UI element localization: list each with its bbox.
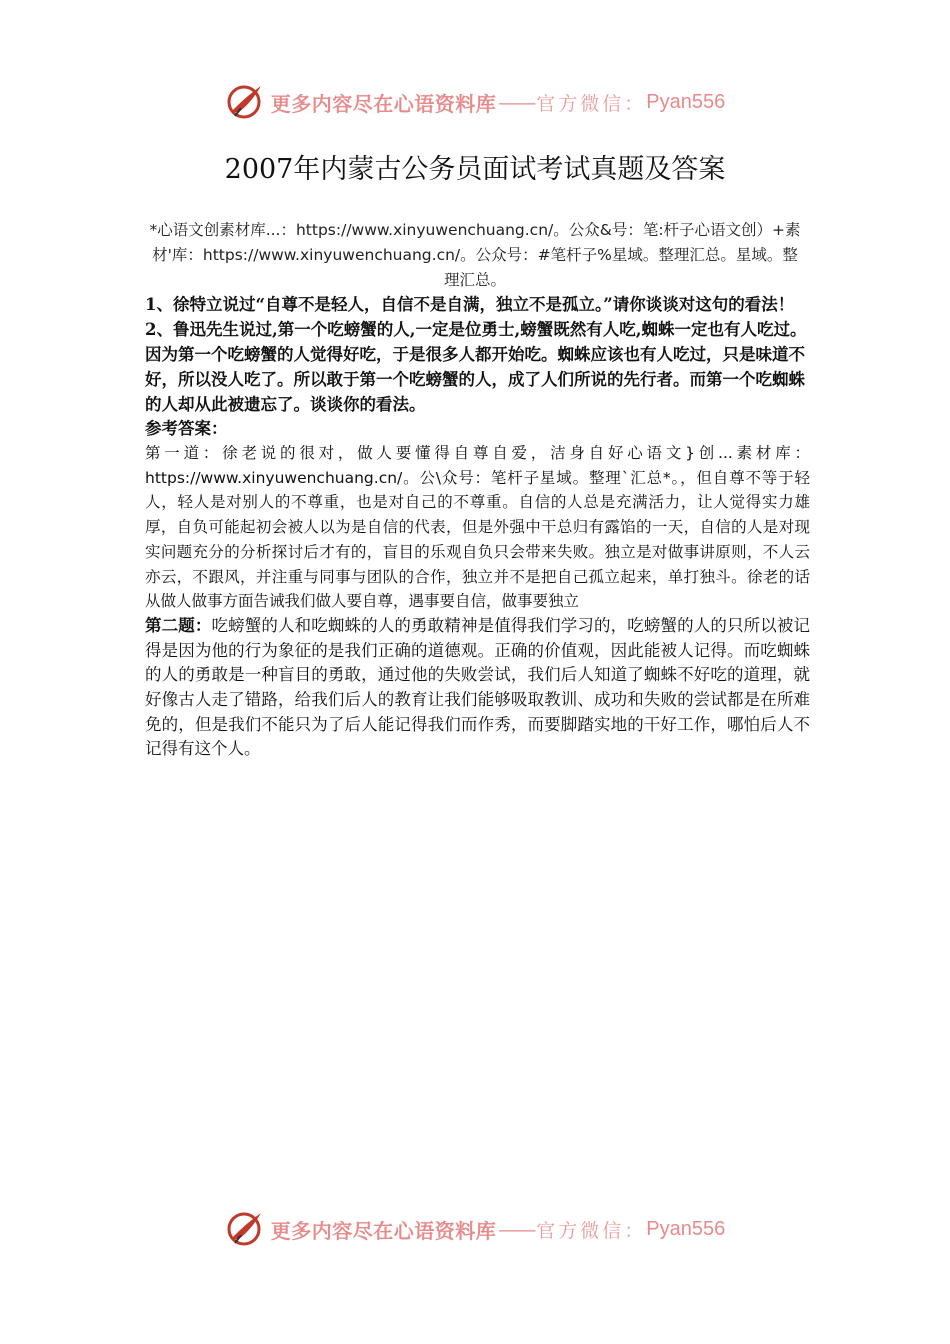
header-banner [0, 80, 950, 124]
banner-wechat-label: 官方微信： [536, 1219, 647, 1242]
footer-banner [0, 1207, 950, 1251]
question-2: 2、鲁迅先生说过,第一个吃螃蟹的人,一定是位勇士,螃蟹既然有人吃,蜘蛛一定也有人吃过。因为第一个吃螃蟹的人觉得好吃，于是很多人都开始吃。蜘蛛应该也有人吃过，只是味道不好，所以没人吃了。所以敢于第一个吃螃蟹的人，成了人们所说的先行者。而第一个吃蜘蛛的人却从此被遗忘了。谈谈你的看法。 [145, 320, 807, 414]
answer-1: 第一道：徐老说的很对，做人要懂得自尊自爱，洁身自好心语文}创...素材库：https://www.xinyuwenchuang.cn/。公\众号：笔杆子星域。整理`汇总*。，但自尊不等于轻人，轻人是对别人的不尊重，也是对自己的不尊重。自信的人总是充满活力，让人觉得实力雄厚，自负可能起初会被人以为是自信的代表，但是外强中干总归有露馅的一天，自信的人是对现实问题充分的分析探讨后才有的，盲目的乐观自负只会带来失败。独立是对做事讲原则，不人云亦云，不跟风，并注重与同事与团队的合作，独立并不是把自己孤立起来，单打独斗。徐老的话从做人做事方面告诫我们做人要自尊，遇事要自信，做事要独立 [145, 444, 810, 611]
banner-dash: —— [498, 1217, 535, 1241]
answer-2-text: 吃螃蟹的人和吃蜘蛛的人的勇敢精神是值得我们学习的，吃螃蟹的人的只所以被记得是因为他的行为象征的是我们正确的道德观。正确的价值观，因此能被人记得。而吃蜘蛛的人的勇敢是一种盲目的勇敢，通过他的失败尝试，我们后人知道了蜘蛛不好吃的道理，就好像古人走了错路，给我们后人的教育让我们能够吸取教训、成功和失败的尝试都是在所难免的，但是我们不能只为了后人能记得我们而作秀，而要脚踏实地的干好工作，哪怕后人不记得有这个人。 [145, 615, 811, 759]
banner-wechat-label: 官方微信： [536, 92, 647, 115]
banner-text: 更多内容尽在心语资料库 [270, 1218, 497, 1243]
intro-paragraph: *心语文创素材库...：https://www.xinyuwenchuang.cn/。公众&号：笔:杆子心语文创）+素材'库：https://www.xinyuwenchuang.cn/。公众号：#笔杆子%星域。整理汇总。星域。整理汇总。 [149, 221, 801, 289]
page-title: 2007年内蒙古公务员面试考试真题及答案 [224, 154, 726, 185]
answer-2 [145, 614, 810, 762]
quill-logo-icon [225, 1209, 265, 1249]
main-content [145, 292, 810, 762]
banner-wechat-id: Pyan556 [646, 1217, 726, 1240]
quill-logo-icon [225, 82, 265, 122]
banner-dash: —— [498, 90, 535, 114]
question-1: 1、徐特立说过“自尊不是轻人，自信不是自满，独立不是孤立。”请你谈谈对这句的看法！ [145, 295, 795, 314]
answer-heading: 参考答案： [145, 419, 228, 438]
banner-wechat-id: Pyan556 [646, 90, 726, 113]
answer-2-lead: 第二题： [145, 615, 212, 635]
banner-text: 更多内容尽在心语资料库 [270, 91, 497, 116]
